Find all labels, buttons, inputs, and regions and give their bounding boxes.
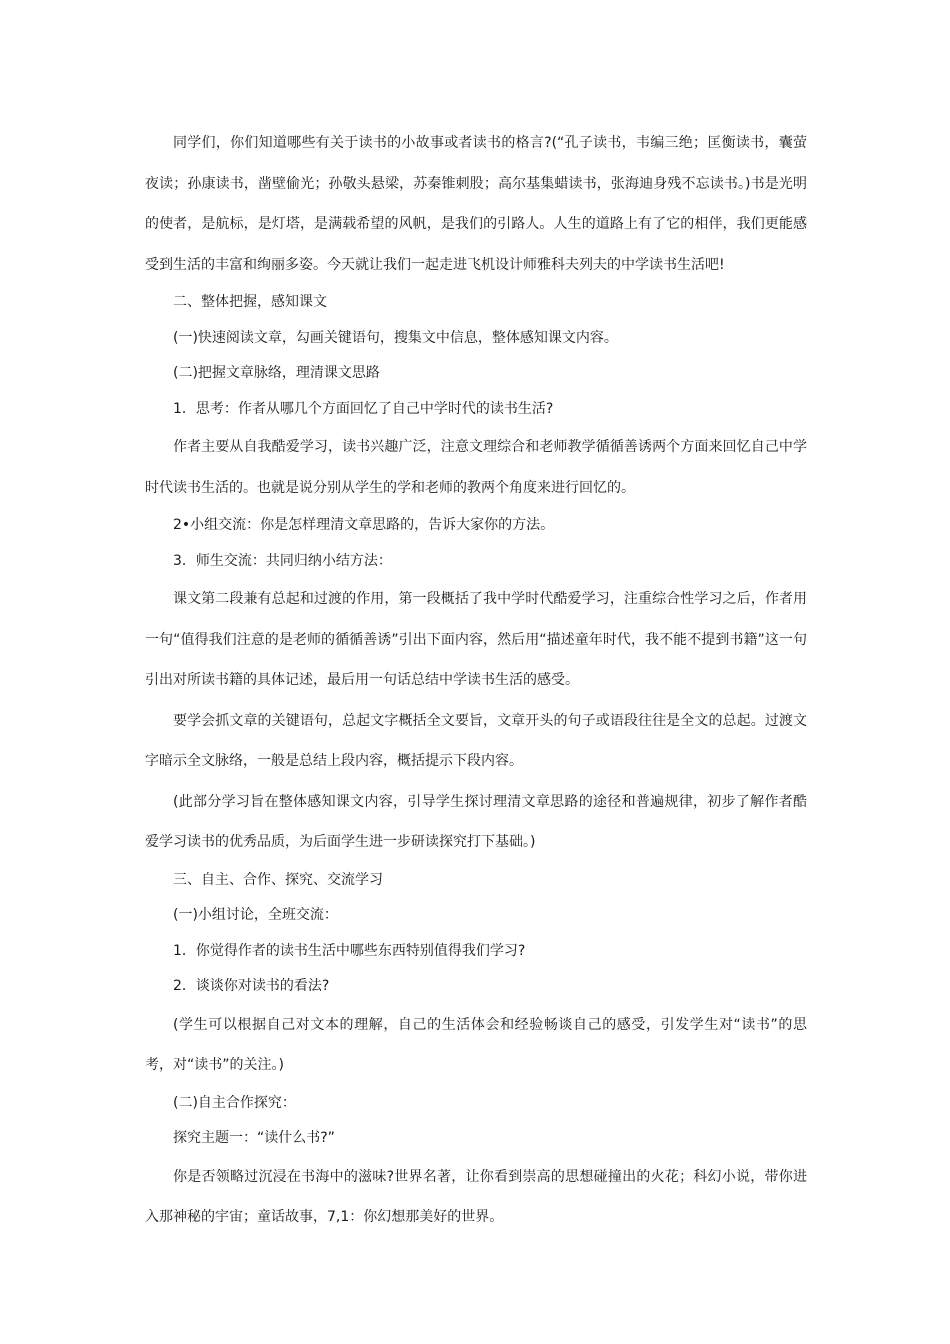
document-page — [145, 123, 807, 1238]
question-item: 2•小组交流：你是怎样理清文章思路的，告诉大家你的方法。 — [173, 517, 555, 533]
theme-heading: 探究主题一：“读什么书?” — [173, 1130, 335, 1146]
answer-paragraph: 课文第二段兼有总起和过渡的作用，第一段概括了我中学时代酷爱学习，注重综合性学习之后，作者用一句“值得我们注意的是老师的循循善诱”引出下面内容，然后用“描述童年时代，我不能不提到书籍”这一句引出对所读书籍的具体记述，最后用一句话总结中学读书生活的感受。 — [145, 591, 807, 688]
question-item: 1．思考：作者从哪几个方面回忆了自己中学时代的读书生活? — [173, 400, 554, 417]
discussion-item: 2．谈谈你对读书的看法? — [173, 978, 330, 994]
intro-paragraph: 同学们，你们知道哪些有关于读书的小故事或者读书的格言?(“孔子读书，韦编三绝；匡衡读书，囊萤夜读；孙康读书，凿壁偷光；孙敬头悬梁，苏秦锥刺股；高尔基集蜡读书，张海迪身残不忘读书。)书是光明的使者，是航标，是灯塔，是满载希望的风帆，是我们的引路人。人生的道路上有了它的相伴，我们更能感受到生活的丰富和绚丽多姿。今天就让我们一起走进飞机设计师雅科夫列夫的中学读书生活吧! — [145, 135, 807, 273]
subsection-heading: (一)小组讨论，全班交流： — [173, 907, 338, 923]
section-heading: 三、自主、合作、探究、交流学习 — [173, 871, 383, 888]
note-paragraph: (此部分学习旨在整体感知课文内容，引导学生探讨理清文章思路的途径和普遍规律，初步了解作者酷爱学习读书的优秀品质，为后面学生进一步研读探究打下基础。) — [145, 793, 807, 850]
discussion-item: 1．你觉得作者的读书生活中哪些东西特别值得我们学习? — [173, 942, 526, 959]
section-heading: 二、整体把握，感知课文 — [173, 294, 327, 310]
note-paragraph: (学生可以根据自己对文本的理解，自己的生活体会和经验畅谈自己的感受，引发学生对“读书”的思考，对“读书”的关注。) — [145, 1016, 807, 1073]
method-paragraph: 要学会抓文章的关键语句，总起文字概括全文要旨，文章开头的句子或语段往往是全文的总起。过渡文字暗示全文脉络，一般是总结上段内容，概括提示下段内容。 — [145, 712, 807, 769]
answer-paragraph: 作者主要从自我酷爱学习，读书兴趣广泛，注意文理综合和老师教学循循善诱两个方面来回忆自己中学时代读书生活的。也就是说分别从学生的学和老师的教两个角度来进行回忆的。 — [145, 439, 807, 496]
question-item: 3．师生交流：共同归纳小结方法： — [173, 552, 392, 569]
subsection-heading: (一)快速阅读文章，勾画关键语句，搜集文中信息，整体感知课文内容。 — [173, 329, 618, 346]
subsection-heading: (二)自主合作探究： — [173, 1094, 296, 1111]
subsection-heading: (二)把握文章脉络，理清课文思路 — [173, 365, 380, 381]
theme-paragraph: 你是否领略过沉浸在书海中的滋味?世界名著，让你看到崇高的思想碰撞出的火花；科幻小说，带你进入那神秘的宇宙；童话故事，7,1：你幻想那美好的世界。 — [145, 1168, 807, 1225]
